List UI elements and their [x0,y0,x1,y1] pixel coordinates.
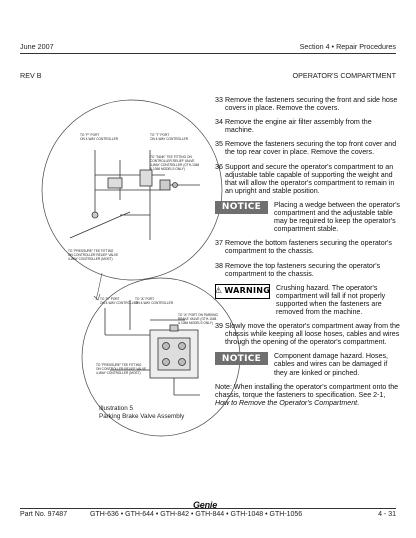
warning-callout [215,284,401,316]
genie-logo: Genie [193,500,218,510]
label-a-port-parking: TO "A" PORT ON PARKING [178,313,218,317]
header-date: June 2007 [20,42,54,51]
step-34: 34 Remove the engine air filter assembly from the machine. [215,118,372,135]
step-35: 35 Remove the fasteners securing the top front cover and the top rear cover in place. Remove the covers. [215,140,397,157]
cross-reference-link[interactable]: How to Remove the Operator's Compartment [215,398,358,407]
svg-text:& 1056 MODELS ONLY): & 1056 MODELS ONLY) [150,167,185,171]
step-38: 38 Remove the top fasteners securing the operator's compartment to the chassis. [215,261,381,278]
header-section: Section 4 • Repair Procedures [299,42,396,51]
footer-part-number: Part No. 97487 [20,511,68,518]
notice-callout-2 [215,352,401,376]
svg-text:ON 4-WAY CONTROLLER: ON 4-WAY CONTROLLER [135,301,174,305]
svg-text:BRAKE VALVE (GTH-1048: BRAKE VALVE (GTH-1048 [178,317,217,321]
warning-text: Crushing hazard. The operator's compartment will fall if not properly supported when the fasteners are removed from the machine. [276,283,386,316]
step-33: 33 Remove the fasteners securing the front and side hose covers in place. Remove the covers. [215,96,398,113]
label-p-port: TO "P" PORT [80,133,100,137]
footer-rule [20,508,396,509]
step-37: 37 Remove the bottom fasteners securing the operator's compartment to the chassis. [215,239,392,256]
installation-note: Note: When installing the operator's compartment onto the chassis, torque the fasteners to specification. See 2-1, How to Remove the Operator's Compartment. [215,382,399,407]
footer-models: GTH-636 • GTH-644 • GTH-842 • GTH-844 • GTH-1048 • GTH-1056 [90,511,303,518]
svg-text:4-WAY CONTROLLER (GTH-1048: 4-WAY CONTROLLER (GTH-1048 [150,163,200,167]
caption-number: Illustration 5 [99,405,133,412]
warning-badge: ⚠ WARNING [215,284,270,299]
notice-badge-2: NOTICE [215,352,268,365]
header-title: OPERATOR'S COMPARTMENT [292,71,396,80]
footer-page-number: 4 - 31 [378,511,396,518]
step-39: 39 Slowly move the operator's compartment away from the chassis while keeping all loose hoses, cables and wires through the opening of the operator's compartment. [215,322,400,347]
notice-badge: NOTICE [215,201,268,214]
label-tank-tee: TO "TANK" TEE FITTING ON [150,155,192,159]
label-pressure-tee: TO "PRESSURE" TEE FITTING [68,249,114,253]
svg-text:4-WAY CONTROLLER (MOST): 4-WAY CONTROLLER (MOST) [68,257,113,261]
svg-text:ON 4-WAY CONTROLLER: ON 4-WAY CONTROLLER [80,137,119,141]
label-a-port: TO "A" PORT [135,297,155,301]
caption-title: Parking Brake Valve Assembly [99,413,185,420]
label-r-port: TO "R" PORT [100,297,120,301]
label-t-port: TO "T" PORT [150,133,170,137]
svg-text:& 1056 MODELS ONLY): & 1056 MODELS ONLY) [178,321,213,325]
label-pressure-tee-2: TO "PRESSURE" TEE FITTING [96,363,142,367]
procedure-steps [215,96,401,407]
svg-text:CONTROLLER RELIEF VALVE: CONTROLLER RELIEF VALVE [150,159,195,163]
svg-text:ON CONTROLLER RELIEF VALVE: ON CONTROLLER RELIEF VALVE [68,253,119,257]
header-rev: REV B [20,71,42,80]
notice-text: Placing a wedge between the operator's compartment and the adjustable table may be required to keep the operator's compartment stable. [274,200,400,234]
step-36: 36 Support and secure the operator's compartment to an adjustable table capable of supporting the weight and that will allow the operator's compartment to remain in an upright and stable position. [215,162,395,195]
notice-callout-1 [215,201,401,233]
svg-text:4-WAY CONTROLLER (MOST): 4-WAY CONTROLLER (MOST) [96,371,141,375]
figure-caption [99,405,184,421]
svg-text:ON 4-WAY CONTROLLER: ON 4-WAY CONTROLLER [150,137,189,141]
svg-text:ON CONTROLLER RELIEF VALVE: ON CONTROLLER RELIEF VALVE [96,367,147,371]
notice-text-2: Component damage hazard. Hoses, cables and wires can be damaged if they are kinked or pinched. [274,352,388,377]
warning-triangle-icon: ⚠ [214,286,223,296]
svg-text:ON 4-WAY CONTROLLER: ON 4-WAY CONTROLLER [100,301,139,305]
